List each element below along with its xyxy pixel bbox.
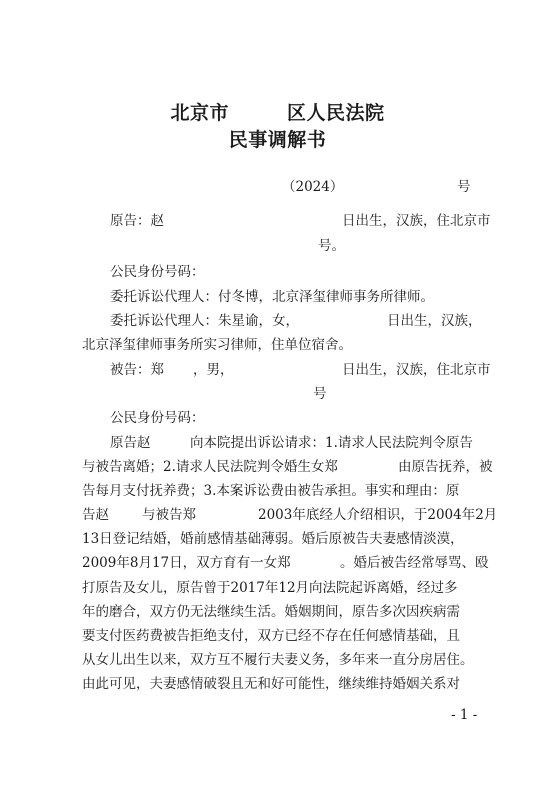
plaintiff-id-label: 公民身份号码： [110,264,205,280]
claim-line-1a: 原告赵 [110,435,151,451]
claim-line-6b: 。婚后被告经常辱骂、殴 [340,555,489,571]
defendant-id-label: 公民身份号码： [110,410,205,426]
court-name [0,98,555,125]
claim-line-4a: 告赵 [82,507,109,523]
case-number-prefix: （2024） [282,179,344,195]
document-type: 民事调解书 [228,129,327,151]
defendant-gender: ，男， [193,362,234,378]
defendant-birth-info: 日出生，汉族，住北京市 [342,362,491,378]
claim-line-11: 由此可见，夫妻感情破裂且无和好可能性，继续维持婚姻关系对 [82,676,460,692]
claim-line-6a: 2009年8月17日，双方育有一女郑 [82,555,291,571]
agent-2-birth-info: 日出生，汉族， [387,313,482,329]
case-number-suffix: 号 [457,179,471,195]
claim-line-3: 告每月支付抚养费；3.本案诉讼费由被告承担。事实和理由：原 [82,483,460,499]
claim-line-1b: 向本院提出诉讼请求：1.请求人民法院判令原告 [190,435,473,451]
defendant-name: 被告：郑 [110,362,164,378]
agent-2-name: 委托诉讼代理人：朱星谕，女， [110,313,299,329]
claim-line-7: 打原告及女儿，原告曾于2017年12月向法院起诉离婚，经过多 [82,580,458,596]
claim-line-2a: 与被告离婚；2.请求人民法院判令婚生女郑 [82,459,338,475]
claim-line-10: 从女儿出生以来，双方互不履行夫妻义务，多年来一直分房居住。 [82,652,474,668]
plaintiff-birth-info: 日出生，汉族，住北京市 [342,213,491,229]
defendant-address-end: 号 [313,386,327,402]
plaintiff-name: 原告：赵 [110,213,164,229]
agent-1: 委托诉讼代理人：付冬博，北京泽玺律师事务所律师。 [110,289,434,305]
claim-line-2b: 由原告抚养，被 [398,459,493,475]
agent-2-address: 北京泽玺律师事务所实习律师，住单位宿舍。 [82,337,352,353]
claim-line-4c: 2003年底经人介绍相识，于2004年2月 [258,507,498,523]
claim-line-9: 要支付医药费被告拒绝支付，双方已经不存在任何感情基础，且 [82,628,460,644]
page-number: - 1 - [451,707,478,723]
claim-line-4b: 与被告郑 [142,507,196,523]
claim-line-8: 年的磨合，双方仍无法继续生活。婚姻期间，原告多次因疾病需 [82,604,460,620]
court-name-part1: 北京市 [170,102,229,124]
court-name-part2: 区人民法院 [287,102,385,124]
plaintiff-address-end: 号。 [318,238,345,254]
claim-line-5: 13日登记结婚，婚前感情基础薄弱。婚后原被告夫妻感情淡漠， [82,531,464,547]
